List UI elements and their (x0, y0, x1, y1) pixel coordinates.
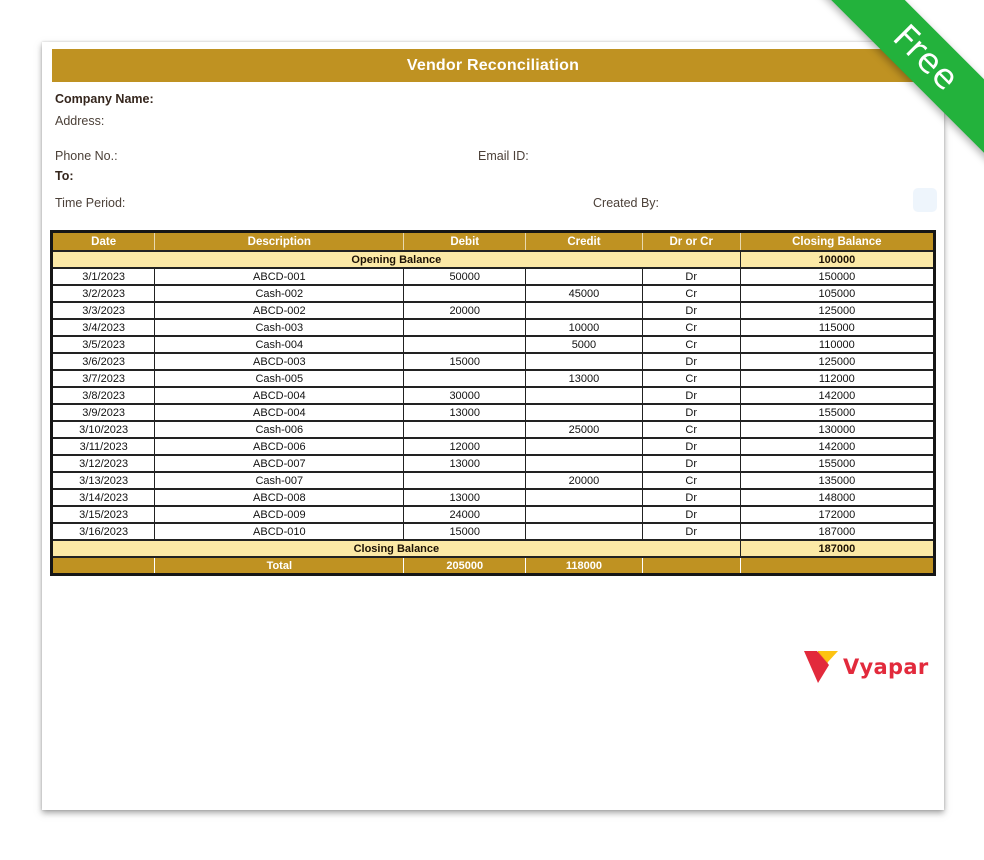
cell-closing-balance: 125000 (740, 353, 934, 370)
cell-credit: 45000 (526, 285, 643, 302)
cell-description: ABCD-002 (155, 302, 404, 319)
cell-dr-or-cr: Dr (642, 523, 740, 540)
col-header-date: Date (52, 232, 155, 252)
cell-closing-balance: 187000 (740, 523, 934, 540)
cell-closing-balance: 155000 (740, 455, 934, 472)
table-row (52, 472, 935, 489)
phone-label: Phone No.: (55, 149, 118, 163)
cell-debit: 15000 (404, 523, 526, 540)
cell-description: Cash-007 (155, 472, 404, 489)
cell-debit: 12000 (404, 438, 526, 455)
cell-debit (404, 285, 526, 302)
vyapar-logo[interactable] (803, 650, 928, 684)
cell-debit: 13000 (404, 455, 526, 472)
cell-description: ABCD-010 (155, 523, 404, 540)
total-label: Total (155, 557, 404, 575)
cell-credit (526, 523, 643, 540)
col-header-credit: Credit (526, 232, 643, 252)
table-row (52, 489, 935, 506)
cell-date: 3/8/2023 (52, 387, 155, 404)
cell-description: Cash-005 (155, 370, 404, 387)
cell-dr-or-cr: Dr (642, 387, 740, 404)
cell-closing-balance: 130000 (740, 421, 934, 438)
cell-dr-or-cr: Cr (642, 319, 740, 336)
cell-debit (404, 319, 526, 336)
cell-credit: 5000 (526, 336, 643, 353)
created-by-label: Created By: (593, 196, 660, 210)
company-name-label: Company Name: (55, 92, 154, 106)
closing-balance-label: Closing Balance (52, 540, 741, 557)
cell-credit (526, 455, 643, 472)
cell-description: ABCD-007 (155, 455, 404, 472)
cell-debit (404, 421, 526, 438)
document-title-bar (52, 49, 934, 82)
to-label: To: (55, 169, 74, 183)
cell-closing-balance: 172000 (740, 506, 934, 523)
time-period-label: Time Period: (55, 196, 126, 210)
cell-credit: 10000 (526, 319, 643, 336)
col-header-dr-or-cr: Dr or Cr (642, 232, 740, 252)
cell-closing-balance: 110000 (740, 336, 934, 353)
table-row (52, 438, 935, 455)
cell-credit (526, 404, 643, 421)
cell-debit: 15000 (404, 353, 526, 370)
cell-description: Cash-003 (155, 319, 404, 336)
cell-credit: 25000 (526, 421, 643, 438)
table-body (52, 268, 935, 540)
col-header-debit: Debit (404, 232, 526, 252)
closing-balance-value: 187000 (740, 540, 934, 557)
cell-closing-balance: 105000 (740, 285, 934, 302)
cell-date: 3/13/2023 (52, 472, 155, 489)
cell-dr-or-cr: Dr (642, 404, 740, 421)
cell-date: 3/9/2023 (52, 404, 155, 421)
table-row (52, 302, 935, 319)
closing-balance-row (52, 540, 935, 557)
email-label: Email ID: (478, 149, 529, 163)
cell-credit (526, 268, 643, 285)
cell-dr-or-cr: Dr (642, 353, 740, 370)
cell-closing-balance: 125000 (740, 302, 934, 319)
table-row (52, 353, 935, 370)
table-row (52, 421, 935, 438)
cell-dr-or-cr: Dr (642, 268, 740, 285)
address-label: Address: (55, 114, 105, 128)
col-header-closing-balance: Closing Balance (740, 232, 934, 252)
cell-closing-balance: 155000 (740, 404, 934, 421)
cell-description: ABCD-004 (155, 387, 404, 404)
cell-closing-balance: 150000 (740, 268, 934, 285)
reconciliation-table (50, 230, 936, 576)
cell-date: 3/16/2023 (52, 523, 155, 540)
cell-dr-or-cr: Cr (642, 370, 740, 387)
col-header-description: Description (155, 232, 404, 252)
cell-date: 3/3/2023 (52, 302, 155, 319)
cell-description: Cash-006 (155, 421, 404, 438)
table-row (52, 506, 935, 523)
cell-dr-or-cr: Cr (642, 472, 740, 489)
total-debit-value: 205000 (404, 557, 526, 575)
cell-date: 3/10/2023 (52, 421, 155, 438)
cell-description: ABCD-004 (155, 404, 404, 421)
cell-debit: 13000 (404, 404, 526, 421)
table-row (52, 523, 935, 540)
cell-date: 3/7/2023 (52, 370, 155, 387)
table-row (52, 370, 935, 387)
page-title: Vendor Reconciliation (406, 56, 580, 74)
table-row (52, 285, 935, 302)
cell-dr-or-cr: Dr (642, 506, 740, 523)
cell-date: 3/6/2023 (52, 353, 155, 370)
cell-debit: 20000 (404, 302, 526, 319)
cell-date: 3/5/2023 (52, 336, 155, 353)
cell-description: ABCD-008 (155, 489, 404, 506)
cell-closing-balance: 142000 (740, 387, 934, 404)
free-ribbon-label: Free (884, 16, 968, 100)
cell-credit (526, 489, 643, 506)
cell-date: 3/2/2023 (52, 285, 155, 302)
cell-debit: 50000 (404, 268, 526, 285)
cell-description: Cash-002 (155, 285, 404, 302)
table-row (52, 404, 935, 421)
cell-credit (526, 506, 643, 523)
cell-credit (526, 353, 643, 370)
cell-credit (526, 302, 643, 319)
total-row (52, 557, 935, 575)
total-credit-value: 118000 (526, 557, 643, 575)
cell-date: 3/15/2023 (52, 506, 155, 523)
cell-description: ABCD-006 (155, 438, 404, 455)
cell-date: 3/1/2023 (52, 268, 155, 285)
opening-balance-label: Opening Balance (52, 251, 741, 268)
cell-credit (526, 438, 643, 455)
cell-closing-balance: 115000 (740, 319, 934, 336)
cell-date: 3/11/2023 (52, 438, 155, 455)
table-row (52, 336, 935, 353)
vyapar-logo-icon (803, 650, 839, 684)
cell-debit (404, 370, 526, 387)
document-page (42, 42, 944, 810)
table-row (52, 387, 935, 404)
cell-dr-or-cr: Cr (642, 285, 740, 302)
cell-closing-balance: 135000 (740, 472, 934, 489)
cell-closing-balance: 148000 (740, 489, 934, 506)
cell-description: ABCD-003 (155, 353, 404, 370)
cell-dr-or-cr: Cr (642, 336, 740, 353)
cell-description: Cash-004 (155, 336, 404, 353)
cell-closing-balance: 142000 (740, 438, 934, 455)
cell-debit (404, 472, 526, 489)
total-empty-closing-cell (740, 557, 934, 575)
table-header-row (52, 232, 935, 252)
table-row (52, 319, 935, 336)
cell-dr-or-cr: Dr (642, 438, 740, 455)
cell-credit: 13000 (526, 370, 643, 387)
cell-dr-or-cr: Dr (642, 302, 740, 319)
cell-date: 3/14/2023 (52, 489, 155, 506)
cell-dr-or-cr: Cr (642, 421, 740, 438)
cell-credit: 20000 (526, 472, 643, 489)
cell-description: ABCD-009 (155, 506, 404, 523)
total-empty-dr-cr-cell (642, 557, 740, 575)
total-empty-date-cell (52, 557, 155, 575)
vyapar-wordmark: Vyapar (843, 655, 929, 679)
faint-watermark-icon (913, 188, 937, 212)
cell-dr-or-cr: Dr (642, 489, 740, 506)
opening-balance-value: 100000 (740, 251, 934, 268)
cell-date: 3/12/2023 (52, 455, 155, 472)
cell-date: 3/4/2023 (52, 319, 155, 336)
cell-closing-balance: 112000 (740, 370, 934, 387)
cell-description: ABCD-001 (155, 268, 404, 285)
table-row (52, 455, 935, 472)
cell-debit: 13000 (404, 489, 526, 506)
opening-balance-row (52, 251, 935, 268)
cell-dr-or-cr: Dr (642, 455, 740, 472)
table-row (52, 268, 935, 285)
cell-debit: 30000 (404, 387, 526, 404)
cell-debit (404, 336, 526, 353)
cell-credit (526, 387, 643, 404)
cell-debit: 24000 (404, 506, 526, 523)
